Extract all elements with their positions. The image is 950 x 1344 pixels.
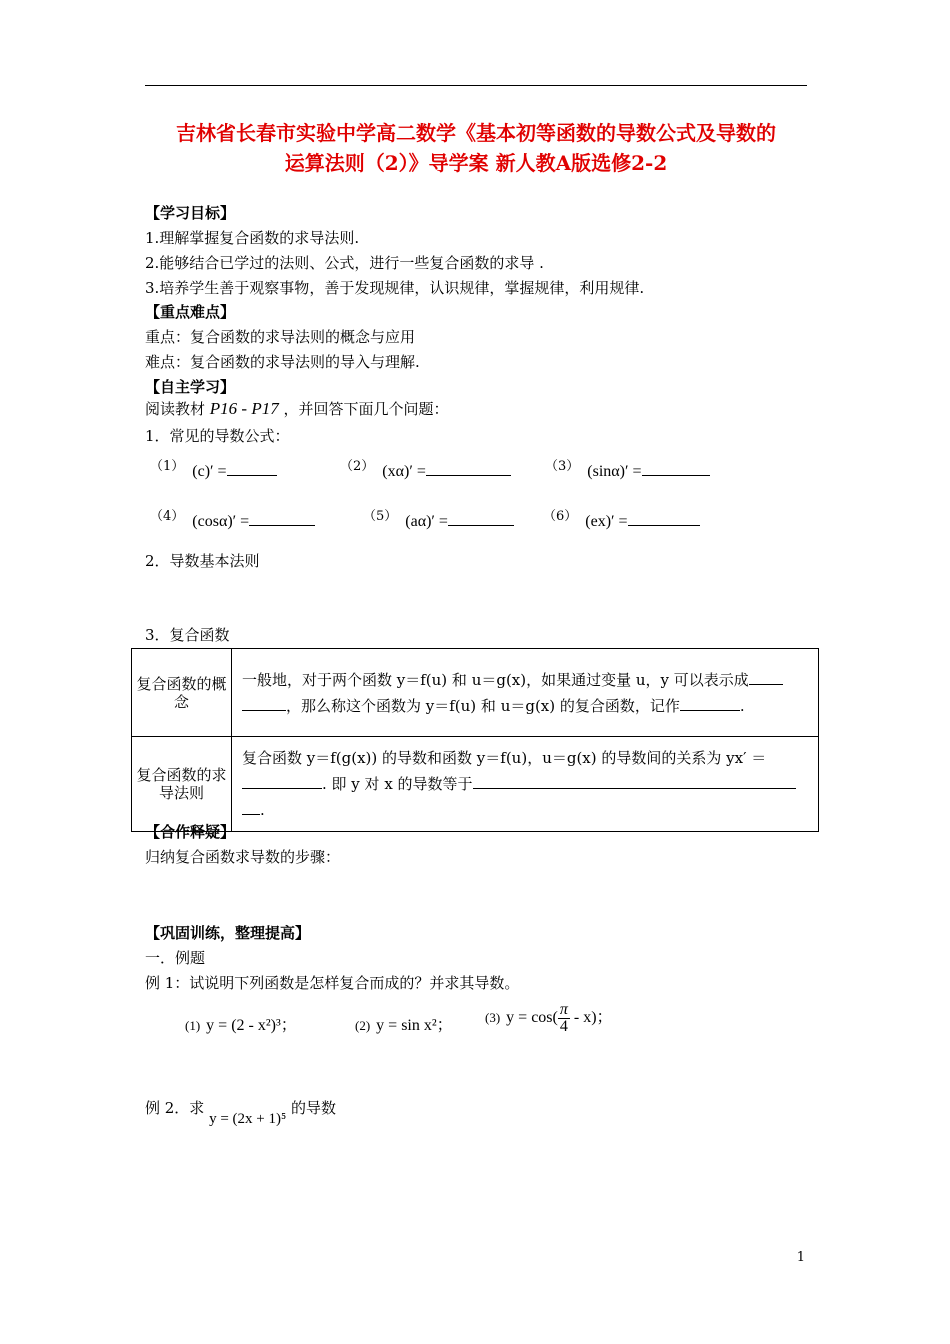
formula-1-expr: (c)′ = <box>192 463 227 480</box>
example-2-suffix: 的导数 <box>291 1099 337 1117</box>
formula-4-expr: (cosα)′ = <box>192 513 250 530</box>
example-1-item-3 <box>485 1002 613 1035</box>
ex1-item-1-expr: y = (2 - x²)³； <box>206 1017 297 1034</box>
formula-3-expr: (sinα)′ = <box>587 463 642 480</box>
ex1-item-1-num: (1) <box>185 1018 201 1033</box>
reading-prefix: 阅读教材 <box>145 400 206 418</box>
formula-2-blank[interactable] <box>426 461 511 476</box>
section-practice: 【巩固训练，整理提高】 <box>145 924 311 942</box>
formula-6-expr: (ex)′ = <box>585 513 628 530</box>
row1-text-b: ，那么称这个函数为 y＝f(u) 和 u＝g(x) 的复合函数，记作 <box>286 696 680 715</box>
section-keypoints: 【重点难点】 <box>145 303 236 321</box>
example-2-expr: y = (2x + 1)⁵ <box>209 1111 287 1127</box>
question-1: 1．常见的导数公式： <box>145 427 290 445</box>
row2-text-a: 复合函数 y＝f(g(x)) 的导数和函数 y＝f(u)，u＝g(x) 的导数间的关系为 yx′ ＝ <box>242 749 767 767</box>
goal-1: 1.理解掌握复合函数的求导法则. <box>145 229 360 247</box>
row1-blank-1b[interactable] <box>242 696 286 711</box>
ex1-item-2-num: (2) <box>355 1018 371 1033</box>
reading-pages: P16 - P17 <box>209 399 279 418</box>
goal-3: 3.培养学生善于观察事物，善于发现规律，认识规律，掌握规律，利用规律. <box>145 279 645 297</box>
row2-blank-2a[interactable] <box>473 774 796 789</box>
page-number: 1 <box>796 1250 805 1265</box>
goal-2: 2.能够结合已学过的法则、公式，进行一些复合函数的求导 . <box>145 254 544 272</box>
ex1-item-2-expr: y = sin x²； <box>376 1017 453 1034</box>
keypoint-important: 重点：复合函数的求导法则的概念与应用 <box>145 328 416 346</box>
formula-6-blank[interactable] <box>628 511 700 526</box>
row2-text-b: . 即 y 对 x 的导数等于 <box>322 775 473 793</box>
formula-4 <box>150 505 315 531</box>
formula-5-blank[interactable] <box>448 511 514 526</box>
ex1-item-3-expr-a: y = cos( <box>506 1009 558 1027</box>
formula-6-num: （6） <box>543 509 578 524</box>
example-1: 例 1：试说明下列函数是怎样复合而成的？并求其导数。 <box>145 974 520 992</box>
formula-1-num: （1） <box>150 459 185 474</box>
table-row <box>132 649 819 737</box>
fraction-denominator: 4 <box>559 1018 568 1035</box>
section-self-study: 【自主学习】 <box>145 378 236 396</box>
row1-body: 一般地，对于两个函数 y＝f(u) 和 u＝g(x)，如果通过变量 u，y 可以表示成 ，那么称这个函数为 y＝f(u) 和 u＝g(x) 的复合函数，记作 . <box>232 649 819 737</box>
table-row <box>132 737 819 832</box>
question-2: 2．导数基本法则 <box>145 552 260 570</box>
title-line-2: 运算法则（2）》导学案 新人教A版选修2-2 <box>284 151 668 175</box>
cooperation-text: 归纳复合函数求导数的步骤： <box>145 848 341 866</box>
formula-2-num: （2） <box>340 459 375 474</box>
formula-3-num: （3） <box>545 459 580 474</box>
formula-6 <box>543 505 700 531</box>
formula-2 <box>340 455 511 481</box>
formula-1-blank[interactable] <box>227 461 277 476</box>
row2-head: 复合函数的求导法则 <box>132 737 232 832</box>
composite-function-table <box>131 648 819 832</box>
ex1-item-3-fraction <box>558 1002 570 1035</box>
document-title <box>120 118 832 178</box>
formula-2-expr: (xα)′ = <box>382 463 426 480</box>
fraction-numerator: π <box>559 1001 568 1018</box>
ex1-item-3-num: (3) <box>485 1010 501 1026</box>
formula-5 <box>363 505 514 531</box>
row1-text-a: 一般地，对于两个函数 y＝f(u) 和 u＝g(x)，如果通过变量 u，y 可以表示成 <box>242 670 749 689</box>
row2-body: 复合函数 y＝f(g(x)) 的导数和函数 y＝f(u)，u＝g(x) 的导数间的关系为 yx′ ＝ . 即 y 对 x 的导数等于 . <box>232 737 819 832</box>
example-1-item-2 <box>355 1012 453 1035</box>
row2-blank-2b[interactable] <box>242 800 260 815</box>
formula-5-num: （5） <box>363 509 398 524</box>
formula-3-blank[interactable] <box>642 461 710 476</box>
row1-head: 复合函数的概念 <box>132 649 232 737</box>
formula-4-num: （4） <box>150 509 185 524</box>
example-2 <box>145 1098 337 1127</box>
title-line-1: 吉林省长春市实验中学高二数学《基本初等函数的导数公式及导数的 <box>176 121 776 145</box>
formula-5-expr: (aα)′ = <box>405 513 448 530</box>
row2-blank-1[interactable] <box>242 774 322 789</box>
question-3: 3．复合函数 <box>145 626 230 644</box>
keypoint-difficult: 难点：复合函数的求导法则的导入与理解. <box>145 353 420 371</box>
row1-blank-1a[interactable] <box>749 670 783 685</box>
formula-4-blank[interactable] <box>249 511 315 526</box>
section-goals: 【学习目标】 <box>145 204 236 222</box>
formula-1 <box>150 455 277 481</box>
example-2-prefix: 例 2．求 <box>145 1099 205 1117</box>
ex1-item-3-expr-b: - x)； <box>569 1009 613 1027</box>
practice-part: 一．例题 <box>145 949 206 967</box>
example-1-item-1 <box>185 1012 297 1035</box>
top-rule <box>145 85 807 86</box>
reading-instruction <box>145 399 449 419</box>
formula-3 <box>545 455 710 481</box>
section-cooperation: 【合作释疑】 <box>145 823 236 841</box>
reading-suffix: ，并回答下面几个问题： <box>283 400 449 418</box>
row1-blank-2[interactable] <box>680 696 740 711</box>
